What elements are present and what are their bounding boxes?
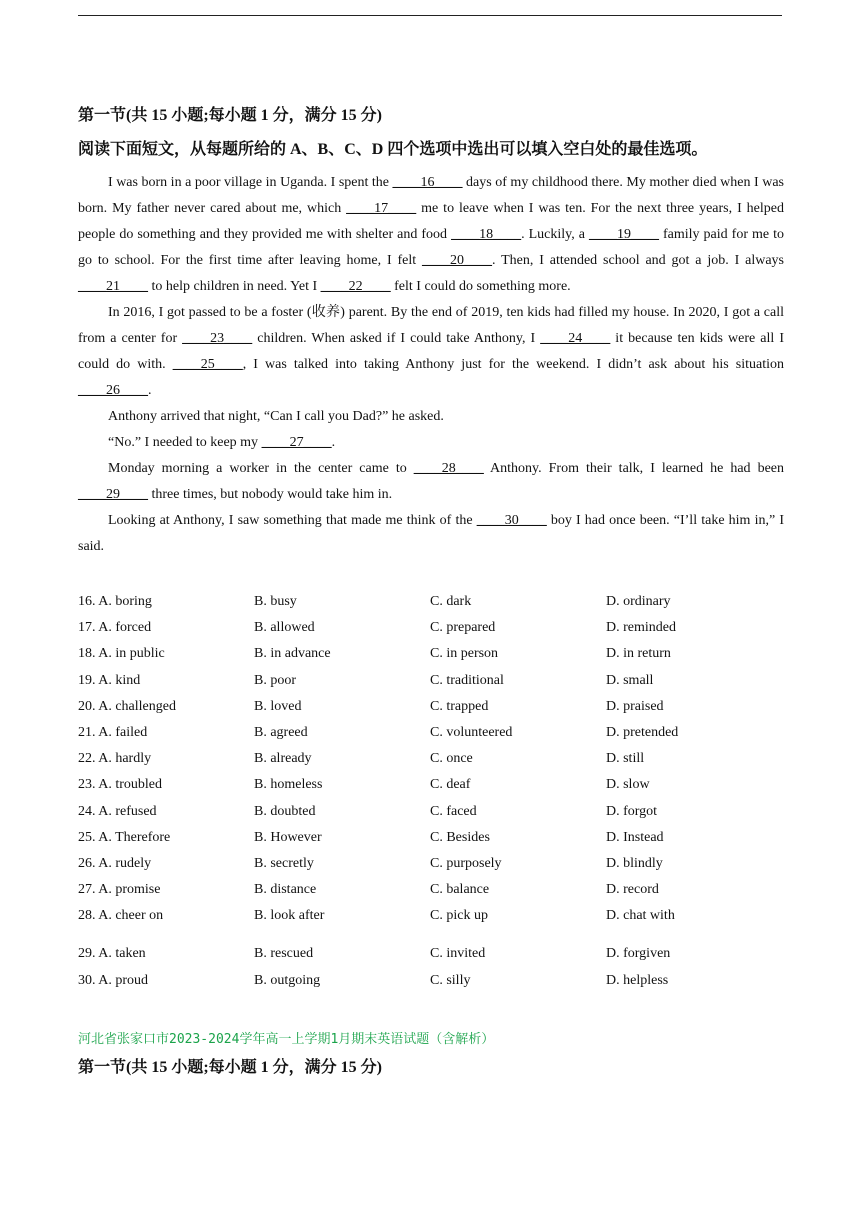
option-choice: D. blindly xyxy=(606,855,663,871)
option-choice: 23. A. troubled xyxy=(78,777,162,793)
option-choice: C. prepared xyxy=(430,620,496,636)
option-choice: 30. A. proud xyxy=(78,972,148,988)
option-choice: C. Besides xyxy=(430,829,490,845)
option-row xyxy=(78,877,784,903)
option-choice: B. secretly xyxy=(254,855,314,871)
option-choice: 28. A. cheer on xyxy=(78,908,164,924)
answer-blank: ____30____ xyxy=(476,513,547,528)
option-choice: B. already xyxy=(254,751,312,767)
answer-blank: ____28____ xyxy=(413,461,484,476)
option-choice: B. allowed xyxy=(254,620,315,636)
passage-paragraph: Anthony arrived that night, “Can I call you Dad?” he asked. xyxy=(108,409,444,424)
passage-paragraph: I was born in a poor village in Uganda. I spent the ____16____ days of my childhood there. My mother died when I was born. My father never cared about me, which ____17____ me to leave when I was ten. For the next three years, I helped people do something and they provided me with shelter and food ____18____. Luckily, a ____19____ family paid for me to go to school. For the first time after leaving home, I felt ____20____. Then, I attended school and got a job. I always ____21____ to help children in need. Yet I ____22____ felt I could do something more. xyxy=(78,175,785,294)
option-choice: B. poor xyxy=(254,672,296,688)
option-row xyxy=(78,746,784,772)
option-row xyxy=(78,772,784,798)
passage-paragraph: In 2016, I got passed to be a foster (收养) parent. By the end of 2019, ten kids had filled my house. In 2020, I got a call from a center for ____23____ children. When asked if I could take Anthony, I ____24____ it because ten kids were all I could do with. ____25____, I was talked into taking Anthony just for the weekend. I didn’t ask about his situation ____26____. xyxy=(78,305,784,398)
answer-blank: ____20____ xyxy=(422,253,493,268)
answer-blank: ____25____ xyxy=(172,357,243,372)
section-heading: 第一节(共 15 小题;每小题 1 分，满分 15 分) xyxy=(78,107,382,124)
option-choice: C. pick up xyxy=(430,908,488,924)
option-choice: C. deaf xyxy=(430,777,471,793)
option-choice: C. dark xyxy=(430,594,472,609)
answer-blank: ____18____ xyxy=(451,227,522,242)
option-choice: 25. A. Therefore xyxy=(78,829,171,845)
answer-blank: ____24____ xyxy=(540,331,611,346)
source-title: 河北省张家口市2023-2024学年高一上学期1月期末英语试题（含解析） xyxy=(78,1032,495,1047)
option-choice: 26. A. rudely xyxy=(78,855,152,871)
option-choice: B. look after xyxy=(254,908,325,924)
option-choice: C. faced xyxy=(430,803,477,819)
option-choice: C. invited xyxy=(430,946,486,962)
option-choice: D. forgot xyxy=(606,803,658,819)
option-choice: D. forgiven xyxy=(606,946,671,962)
option-choice: B. loved xyxy=(254,698,302,714)
option-choice: C. silly xyxy=(430,972,471,988)
option-choice: D. helpless xyxy=(606,972,669,988)
option-row xyxy=(78,694,784,720)
answer-blank: ____19____ xyxy=(588,227,659,242)
option-choice: 29. A. taken xyxy=(78,946,146,962)
option-choice: C. trapped xyxy=(430,698,489,714)
option-choice: C. volunteered xyxy=(430,724,513,740)
section-heading-repeat: 第一节(共 15 小题;每小题 1 分，满分 15 分) xyxy=(78,1059,382,1076)
option-choice: 22. A. hardly xyxy=(78,751,152,767)
option-choice: C. in person xyxy=(430,646,499,662)
option-choice: 21. A. failed xyxy=(78,724,148,740)
answer-blank: ____26____ xyxy=(78,383,148,398)
passage-paragraph: “No.” I needed to keep my ____27____. xyxy=(108,435,336,450)
option-choice: D. still xyxy=(606,751,645,767)
instruction-text: 阅读下面短文，从每题所给的 A、B、C、D 四个选项中选出可以填入空白处的最佳选项。 xyxy=(78,141,708,158)
option-choice: B. outgoing xyxy=(254,972,321,988)
option-choice: 17. A. forced xyxy=(78,620,152,636)
option-row xyxy=(78,825,784,851)
answer-blank: ____29____ xyxy=(78,487,148,502)
option-row xyxy=(78,968,784,994)
option-row xyxy=(78,720,784,746)
option-choice: D. small xyxy=(606,672,654,688)
passage-paragraph: Looking at Anthony, I saw something that made me think of the ____30____ boy I had once been. “I’ll take him in,” I said. xyxy=(78,513,784,554)
answer-blank: ____23____ xyxy=(182,331,253,346)
option-choice: D. pretended xyxy=(606,724,679,740)
option-choice: 20. A. challenged xyxy=(78,698,176,714)
option-row xyxy=(78,799,784,825)
answer-blank: ____21____ xyxy=(78,279,148,294)
cloze-passage xyxy=(78,170,784,560)
option-choice: D. chat with xyxy=(606,908,675,924)
option-choice: B. agreed xyxy=(254,724,308,740)
option-choice: B. rescued xyxy=(254,946,314,962)
option-choice: B. However xyxy=(254,829,322,845)
option-choice: C. traditional xyxy=(430,672,504,688)
option-choice: D. ordinary xyxy=(606,594,671,609)
option-choice: C. balance xyxy=(430,882,490,898)
answer-blank: ____16____ xyxy=(392,175,463,190)
option-choice: C. once xyxy=(430,751,473,767)
answer-blank: ____17____ xyxy=(346,201,417,216)
option-choice: 27. A. promise xyxy=(78,882,161,898)
answer-options xyxy=(78,589,784,994)
option-choice: B. homeless xyxy=(254,777,323,793)
answer-blank: ____27____ xyxy=(261,435,332,450)
option-choice: B. in advance xyxy=(254,646,331,662)
option-choice: 18. A. in public xyxy=(78,646,165,662)
option-choice: D. slow xyxy=(606,777,650,793)
option-row xyxy=(78,903,784,929)
option-choice: 19. A. kind xyxy=(78,672,141,688)
answer-blank: ____22____ xyxy=(320,279,391,294)
option-choice: D. record xyxy=(606,882,659,898)
passage-paragraph: Monday morning a worker in the center came to ____28____ Anthony. From their talk, I learned he had been ____29____ three times, but nobody would take him in. xyxy=(78,461,784,502)
option-row xyxy=(78,589,784,615)
option-choice: B. busy xyxy=(254,594,297,609)
option-row xyxy=(78,668,784,694)
option-choice: C. purposely xyxy=(430,855,502,871)
option-choice: D. in return xyxy=(606,646,671,662)
option-choice: B. distance xyxy=(254,882,317,898)
option-choice: D. reminded xyxy=(606,620,676,636)
option-choice: 24. A. refused xyxy=(78,803,157,819)
option-row xyxy=(78,615,784,641)
option-choice: 16. A. boring xyxy=(78,594,152,609)
option-choice: B. doubted xyxy=(254,803,316,819)
top-divider xyxy=(78,15,782,16)
option-row xyxy=(78,851,784,877)
option-choice: D. Instead xyxy=(606,829,664,845)
option-row xyxy=(78,941,784,967)
option-row xyxy=(78,641,784,667)
option-choice: D. praised xyxy=(606,698,664,714)
